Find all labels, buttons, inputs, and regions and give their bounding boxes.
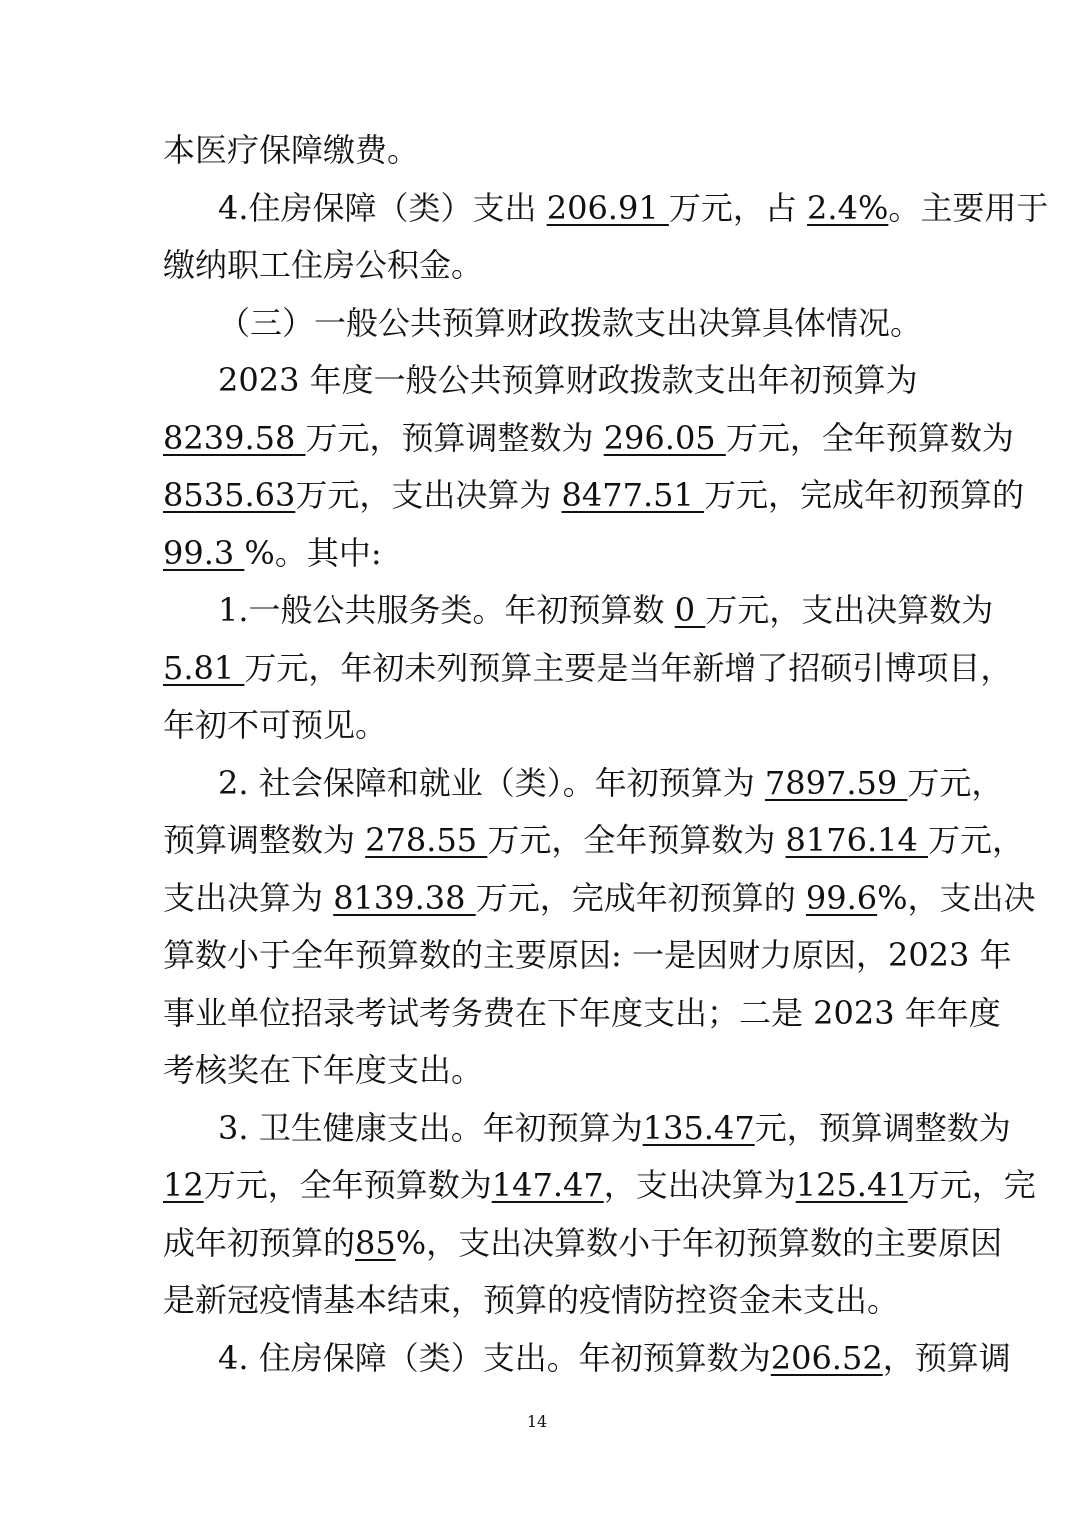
text-line [163, 705, 913, 745]
text-line [163, 130, 913, 170]
text-run: 万元，完成年初预算的 [704, 476, 1025, 514]
text-run: 本医疗保障缴费。 [163, 131, 420, 169]
text-run: 2023 年度一般公共预算财政拨款支出年初预算为 [218, 361, 918, 399]
text-line [163, 1223, 1003, 1263]
text-line [163, 820, 1025, 860]
text-line [163, 245, 913, 285]
text-line [218, 1108, 1011, 1148]
text-run: 算数小于全年预算数的主要原因: 一是因财力原因，2023 年 [163, 936, 1012, 974]
text-run: 万元，全年预算数为 [487, 821, 786, 859]
underlined-value: 8535.63 [163, 476, 296, 514]
text-line [218, 303, 923, 343]
text-line [218, 188, 1049, 228]
text-run: 万元，支出决算数为 [705, 591, 994, 629]
text-run: 。主要用于 [888, 189, 1049, 227]
text-run: 万元， [928, 821, 1025, 859]
underlined-value: 7897.59 [764, 764, 908, 802]
text-run: （三）一般公共预算财政拨款支出决算具体情况。 [218, 304, 923, 342]
text-run: %，支出决 [877, 879, 1036, 917]
underlined-value: 8239.58 [163, 419, 306, 457]
text-run: 万元，完成年初预算的 [475, 879, 806, 917]
page-number: 14 [526, 1412, 548, 1431]
underlined-value: 125.41 [795, 1166, 908, 1204]
underlined-value: 5.81 [163, 649, 245, 687]
text-run: 4. 住房保障（类）支出。年初预算数为 [218, 1339, 771, 1377]
text-run: 支出决算为 [163, 879, 334, 917]
text-run: 万元，完 [907, 1166, 1036, 1204]
text-run: ，预算调 [882, 1339, 1011, 1377]
underlined-value: 99.6 [805, 879, 878, 917]
underlined-value: 147.47 [491, 1166, 604, 1204]
underlined-value: 206.52 [770, 1339, 883, 1377]
text-run: %。其中: [244, 534, 382, 572]
text-run: 3. 卫生健康支出。年初预算为 [218, 1109, 643, 1147]
text-run: 考核奖在下年度支出。 [163, 1051, 484, 1089]
underlined-value: 12 [163, 1166, 204, 1204]
underlined-value: 85 [355, 1224, 396, 1262]
text-line [163, 533, 913, 573]
underlined-value: 2.4% [807, 189, 889, 227]
underlined-value: 278.55 [365, 821, 488, 859]
underlined-value: 135.47 [642, 1109, 755, 1147]
underlined-value: 99.3 [163, 534, 245, 572]
text-run: 2. 社会保障和就业（类）。年初预算为 [218, 764, 765, 802]
text-line [218, 590, 994, 630]
text-line [163, 878, 1036, 918]
text-run: 元，预算调整数为 [754, 1109, 1011, 1147]
text-line [163, 1165, 1036, 1205]
underlined-value: 0 [674, 591, 706, 629]
text-run: 预算调整数为 [163, 821, 366, 859]
text-line [218, 360, 918, 400]
text-run: 事业单位招录考试考务费在下年度支出；二是 2023 年年度 [163, 994, 1001, 1032]
text-run: 万元， [907, 764, 1004, 802]
text-run: 是新冠疫情基本结束，预算的疫情防控资金未支出。 [163, 1281, 900, 1319]
text-line [218, 763, 1004, 803]
underlined-value: 8139.38 [333, 879, 476, 917]
underlined-value: 8176.14 [785, 821, 929, 859]
text-run: 缴纳职工住房公积金。 [163, 246, 484, 284]
text-line [218, 1338, 1011, 1378]
text-run: 1.一般公共服务类。年初预算数 [218, 591, 675, 629]
text-run: 万元，占 [668, 189, 808, 227]
text-line [163, 935, 1012, 975]
text-run: 万元，预算调整数为 [305, 419, 604, 457]
text-run: 万元，全年预算数为 [203, 1166, 492, 1204]
text-line [163, 418, 1014, 458]
text-run: ，支出决算为 [603, 1166, 796, 1204]
text-run: 万元，年初未列预算主要是当年新增了招硕引博项目， [244, 649, 1013, 687]
text-line [163, 1280, 913, 1320]
text-line [163, 1050, 913, 1090]
text-run: %，支出决算数小于年初预算数的主要原因 [395, 1224, 1003, 1262]
text-run: 万元，支出决算为 [295, 476, 562, 514]
underlined-value: 296.05 [603, 419, 726, 457]
text-run: 4.住房保障（类）支出 [218, 189, 547, 227]
text-run: 年初不可预见。 [163, 706, 388, 744]
underlined-value: 8477.51 [561, 476, 705, 514]
text-run: 万元，全年预算数为 [725, 419, 1014, 457]
text-line [163, 993, 1001, 1033]
text-run: 成年初预算的 [163, 1224, 356, 1262]
text-line [163, 475, 1025, 515]
text-line [163, 648, 1013, 688]
underlined-value: 206.91 [546, 189, 669, 227]
